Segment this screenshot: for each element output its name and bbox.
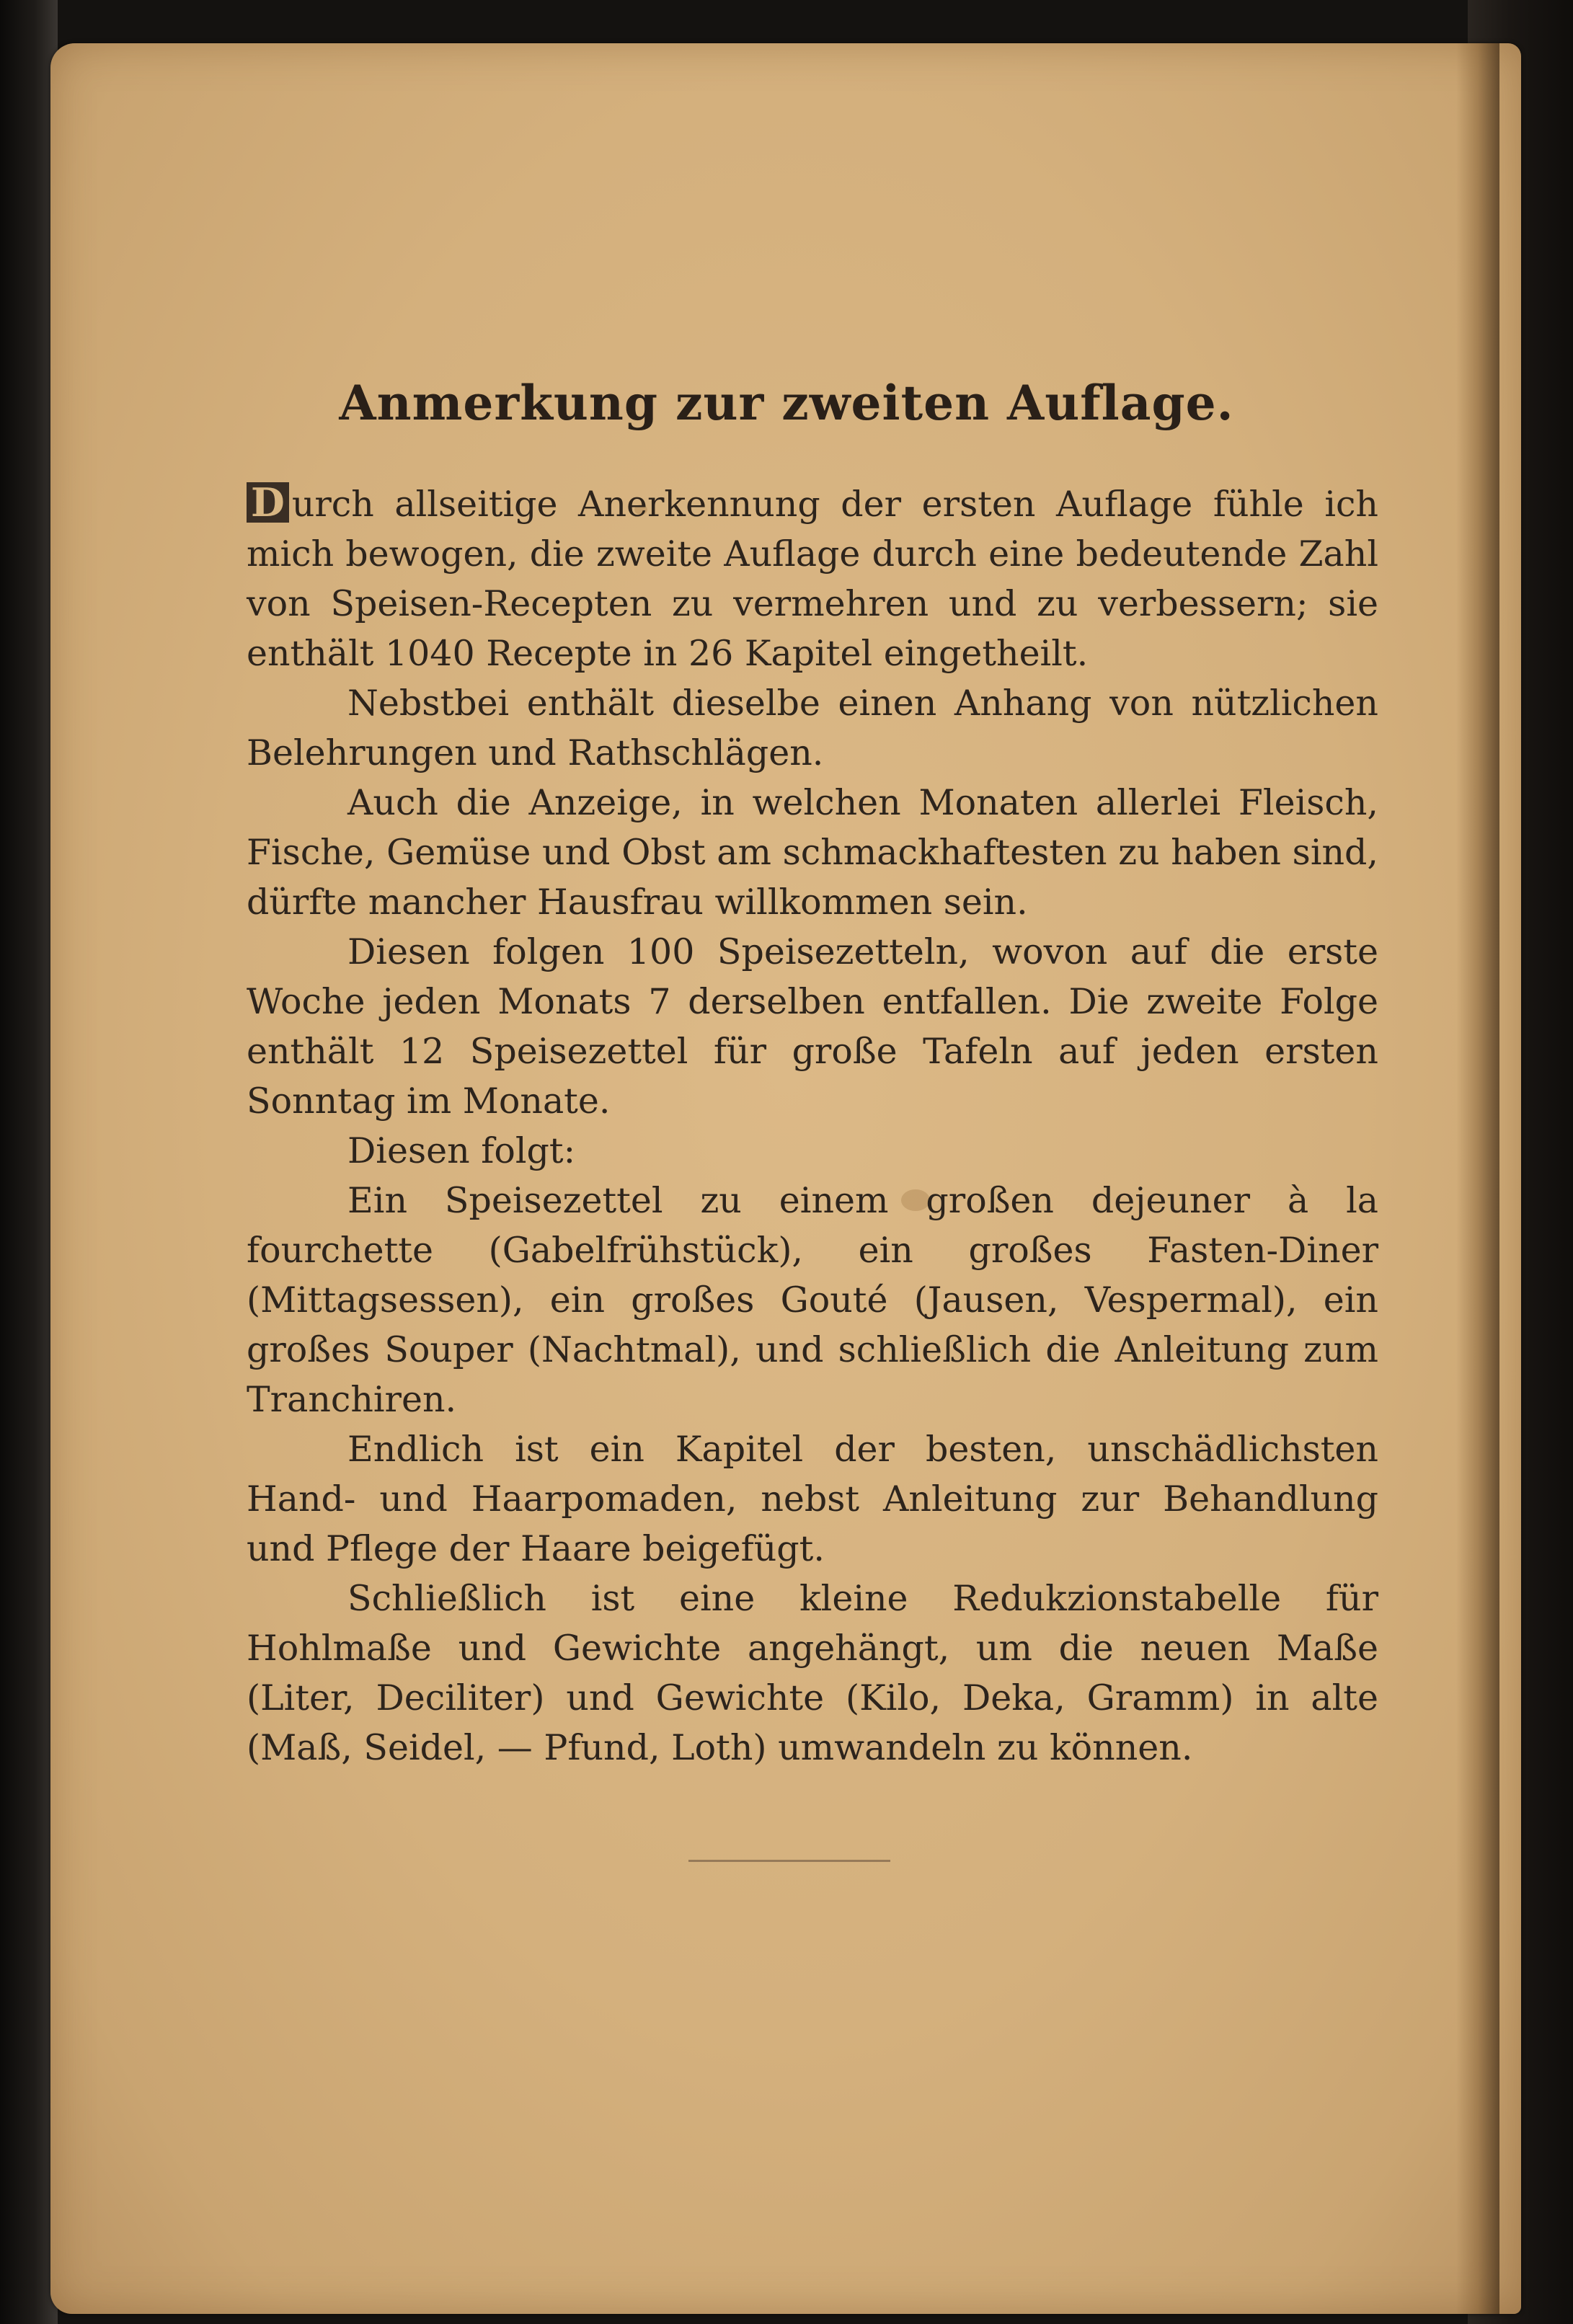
body-text xyxy=(247,479,1378,1773)
paragraph: Endlich ist ein Kapitel der besten, unschädlichsten Hand- und Haarpomaden, nebst Anleitung zur Behandlung und Pflege der Haare beigefügt. xyxy=(247,1429,1378,1569)
closing-rule xyxy=(688,1860,890,1862)
paragraph: Ein Speisezettel zu einem großen dejeuner à la fourchette (Gabelfrühstück), ein großes Fasten-Diner (Mittagsessen), ein großes Gouté (Jausen, Vespermal), ein großes Souper (Nachtmal), und schließlich die Anleitung zum Tranchiren. xyxy=(247,1180,1378,1420)
paragraph: Schließlich ist eine kleine Redukzionstabelle für Hohlmaße und Gewichte angehängt, um die neuen Maße (Liter, Deciliter) und Gewichte (Kilo, Deka, Gramm) in alte (Maß, Seidel, — Pfund, Loth) umwandeln zu können. xyxy=(247,1578,1378,1768)
page-title: Anmerkung zur zweiten Auflage. xyxy=(339,375,1234,431)
paragraph-text: urch allseitige Anerkennung der ersten Auflage fühle ich mich bewogen, die zweite Auflage durch eine bedeutende Zahl von Speisen-Recepten zu vermehren und zu verbessern; sie enthält 1040 Recepte in 26 Kapitel eingetheilt. xyxy=(247,484,1378,674)
paragraph: Diesen folgt: xyxy=(347,1130,576,1171)
scan-left-edge xyxy=(0,0,58,2324)
drop-cap: D xyxy=(247,482,289,523)
paragraph: Auch die Anzeige, in welchen Monaten allerlei Fleisch, Fische, Gemüse und Obst am schmackhaftesten zu haben sind, dürfte mancher Hausfrau willkommen sein. xyxy=(247,782,1378,923)
paragraph: Nebstbei enthält dieselbe einen Anhang von nützlichen Belehrungen und Rathschlägen. xyxy=(247,683,1378,773)
paragraph: Diesen folgen 100 Speisezetteln, wovon auf die erste Woche jeden Monats 7 derselben entfallen. Die zweite Folge enthält 12 Speisezettel für große Tafeln auf jeden ersten Sonntag im Monate. xyxy=(247,931,1378,1122)
paragraph xyxy=(247,479,1378,678)
